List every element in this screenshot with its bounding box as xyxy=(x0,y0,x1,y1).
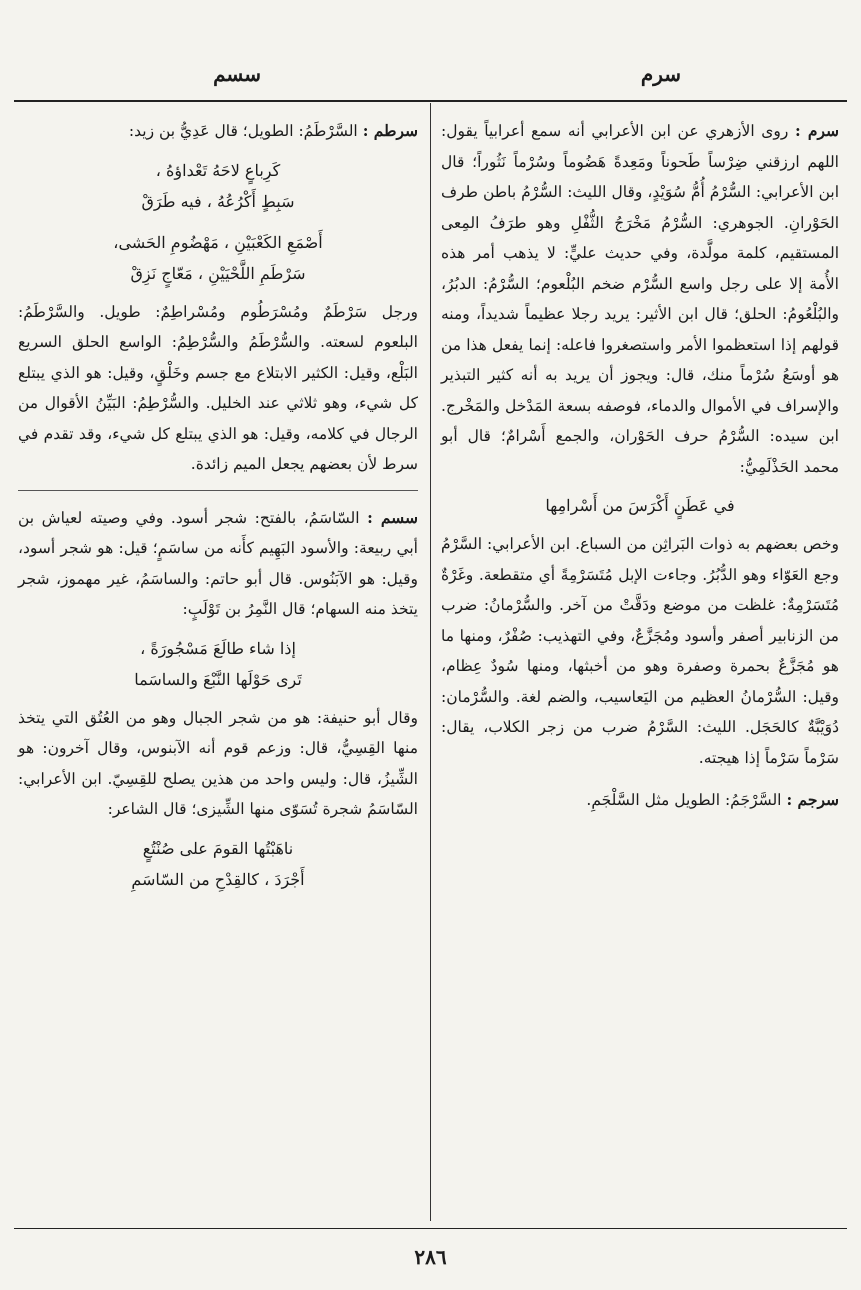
running-header-left: سسم xyxy=(213,62,261,86)
header-rule xyxy=(14,100,847,102)
verse-adi xyxy=(18,155,418,289)
verse-namir xyxy=(18,633,418,695)
entry-separator xyxy=(18,490,418,491)
page-number: ٢٨٦ xyxy=(414,1245,447,1269)
verse-line: أَجْرَدَ ، كالقِدْحِ من السّاسَمِ xyxy=(131,869,305,889)
verse-line: تَرى حَوْلَها النَّبْعَ والساسَما xyxy=(134,669,302,689)
entry-sartam-text-1: السَّرْطَمُ: الطويل؛ قال عَدِيُّ بن زيد: xyxy=(128,122,358,140)
verse-line: في عَطَنٍ أَكْرَسَ من أَسْرامِها xyxy=(545,496,735,515)
headword-sarjam: سرجم : xyxy=(786,790,839,809)
entry-sartam xyxy=(18,116,418,147)
verse-hadhlami xyxy=(441,490,839,521)
column-divider xyxy=(430,103,431,1221)
headword-sasam: سسم : xyxy=(367,507,418,527)
entry-sasam-text-2: وقال أبو حنيفة: هو من شجر الجبال وهو من العُتُق التي يتخذ منها القِسِيُّ، قال: وزعم قوم أنه الآبنوس، وقال آخرون: هو الشِّيزُ، قال: وليس واحد من هذين يصلح للقِسِيّ. ابن الأعرابي: السّاسَمُ شجرة تُسَوّى منها الشِّيزى؛ قال الشاعر: xyxy=(18,708,418,818)
entry-sasam-text-1: السّاسَمُ، بالفتح: شجر أسود. وفي وصيته لعياش بن أبي ربيعة: والأسود البَهِيم كأَنه من ساسَمٍ؛ قيل: هو شجر أسود، وقيل: هو الآبَنُوس. قال أبو حاتم: والساسَمُ، غير مهموز، شجر يتخذ منه السهام؛ قال النَّمِرُ بن تَوْلَبٍ: xyxy=(18,508,418,618)
right-column xyxy=(441,116,839,816)
verse-line: إذا شاء طالَعَ مَسْجُورَةً ، xyxy=(140,638,296,658)
verse-line: سَبِطٍ أَكْرُعُهُ ، فيه طَرَقْ xyxy=(141,191,295,211)
entry-sarm-text-2: وخص بعضهم به ذوات البَراثِن من السباع. ابن الأعرابي: السَّرْمُ وجع العَوّاء وهو الدُّبُرُ. وجاءت الإبل مُتَسَرْمِةً أي متقطعة. وغَرْةٌ مُتَسَرْمِةٌ: غلظت من موضع ودَقَّتْ من آخر. والسُّرْمانُ: ضرب من الزنابير أصفر وأسود ومُجَزَّعٌ، وفي التهذيب: صُفْرٌ، ومنها ما هو مُجَزَّعٌ بحمرة وصفرة وهو من أخبثها، ومنها سُودٌ عِظام، وقيل: السُّرْمانُ العظيم من اليَعاسيب، والضم لغة. والسُّرْمان: دُوَيْبَّةٌ كالحَجَل. الليث: السَّرْمُ ضرب من زجر الكلاب، يقال: سَرْماً سَرْماً إذا هيجته. xyxy=(441,535,839,767)
entry-sarjam-text: السَّرْجَمُ: الطويل مثل السَّلْجَمِ. xyxy=(586,791,782,809)
verse-line: سَرْطَمِ اللَّحْيَيْنِ ، مَعّاجٍ نَزِقْ xyxy=(130,263,306,283)
verse-shaer xyxy=(18,833,418,895)
entry-sasam xyxy=(18,503,418,625)
footer-rule xyxy=(14,1228,847,1229)
headword-sarm: سرم : xyxy=(795,121,839,140)
entry-sarjam xyxy=(441,785,839,816)
verse-line: ناهَبْتُها القومَ على صُنْتُعٍ xyxy=(142,838,294,858)
verse-line: كَرِباعٍ لاحَهُ تَعْداؤهُ ، xyxy=(155,160,281,180)
left-column xyxy=(18,116,418,903)
running-header-right: سرم xyxy=(640,62,681,86)
verse-line: أَصْمَعِ الكَعْبَيْنِ ، مَهْضُومِ الحَشى، xyxy=(113,232,323,252)
entry-sarm xyxy=(441,116,839,482)
entry-sarm-text-1: روى الأزهري عن ابن الأعرابي أنه سمع أعرابياً يقول: اللهم ارزقني ضِرْساً طَحوناً ومَعِدةً هَضُوماً وسُرْماً نَثُوراً؛ قال ابن الأعرابي: السُّرْمُ أُمُّ سُوَيْدٍ، وقال الليث: السُّرْمُ باطن طرف الحَوْرانِ. الجوهري: السُّرْمُ مَخْرَجُ الثُّفْلِ وهو طرَفُ المِعى المستقيم، كلمة مولَّدة، وفي حديث عليٍّ: لا يذهب أمر هذه الأُمة إلا على رجل واسع السُّرْم ضخم البُلْعوم؛ السُّرْمُ: الدبُرُ، والبُلْعُومُ: الحلق؛ قال ابن الأثير: يريد رجلا عظيماً شديداً، ومنه قولهم إذا استعظموا الأمر واستصغروا فاعله: إنما يفعل هذا من هو أوسَعُ سُرْماً منك، قال: ويجوز أن يريد به أنه كثير التبذير والإسراف في الأموال والدماء، فوصفه بسعة المَدْخل والمَخْرج. ابن سيده: السُّرْمُ حرف الحَوْران، والجمع أَسْرامٌ؛ قال أبو محمد الحَذْلَمِيُّ: xyxy=(441,122,839,476)
entry-sartam-text-2: ورجل سَرْطَمٌ ومُسْرَطُوم ومُسْراطِمٌ: طويل. والسَّرْطَمُ: البلعوم لسعته. والسُّرْطَمُ والسُّرْطِمُ: الواسع الحلق السريع البَلْع، وقيل: الكثير الابتلاع مع جسم وخَلْقٍ، وقيل: هو الذي يبتلع كل شيء، وهو ثلاثي عند الخليل. والسُّرْطِمُ: البَيِّنُ الأقوال من الرجال في كلامه، وقيل: هو الذي يبتلع كل شيء، وقد تقدم في سرط لأن بعضهم يجعل الميم زائدة. xyxy=(18,302,418,473)
headword-sartam: سرطم : xyxy=(362,121,418,140)
